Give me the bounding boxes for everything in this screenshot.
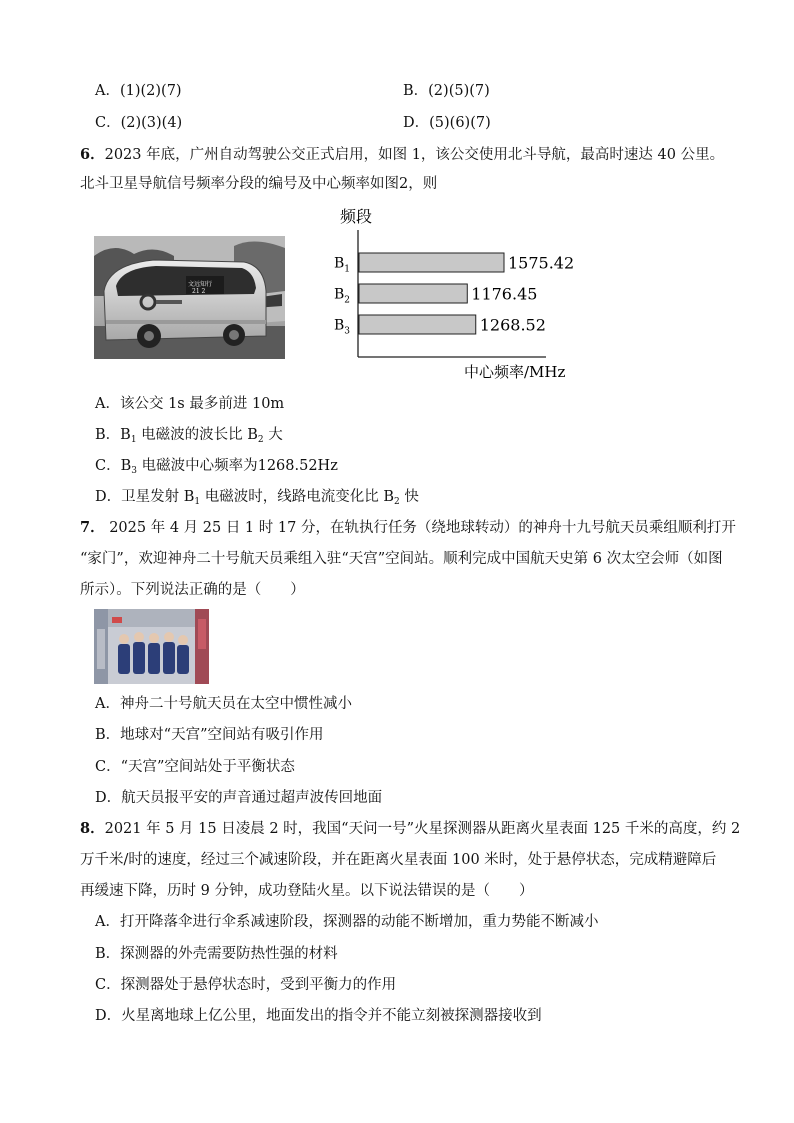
chart-category-label: $B_1$ <box>334 255 351 275</box>
chart-value-label: 1575.42 <box>508 253 575 273</box>
question-8-line-2: 万千米/时的速度，经过三个减速阶段，并在距离火星表面 100 米时，处于悬停状态，完成精避障后 <box>80 852 717 868</box>
question-7-option-a: A．神舟二十号航天员在太空中惯性减小 <box>95 696 352 712</box>
question-8-line-3: 再缓速下降，历时 9 分钟，成功登陆火星。以下说法错误的是（ ） <box>80 883 534 899</box>
chart-value-label: 1176.45 <box>471 284 538 304</box>
frequency-chart <box>330 205 600 385</box>
question-8-text-1: 2021 年 5 月 15 日凌晨 2 时，我国“天问一号”火星探测器从距离火星表面 125 千米的高度，约 2 <box>104 821 741 837</box>
question-6-line-1 <box>80 145 724 165</box>
question-6-option-a: A．该公交 1s 最多前进 10m <box>95 396 285 412</box>
prev-option-d: D．(5)(6)(7) <box>403 115 491 131</box>
chart-category-label: $B_2$ <box>334 286 351 306</box>
q6-d-text-1: D．卫星发射 B <box>95 489 195 505</box>
chart-bar-b1 <box>359 253 504 272</box>
question-7-number: 7． <box>80 519 105 536</box>
question-7-option-b: B．地球对“天宫”空间站有吸引作用 <box>95 727 324 743</box>
chart-y-axis-label: 频段 <box>340 207 373 226</box>
chart-x-axis-label: 中心频率/MHz <box>464 363 566 381</box>
question-8-option-c: C．探测器处于悬停状态时，受到平衡力的作用 <box>95 977 397 993</box>
q6-b-text-1: B．B <box>95 427 131 443</box>
q6-b-text-2: 电磁波的波长比 B <box>136 427 258 443</box>
question-7-line-2: “家门”，欢迎神舟二十号航天员乘组入驻“天宫”空间站。顺利完成中国航天史第 6 次太空会师（如图 <box>80 551 723 567</box>
chart-bar-b2 <box>359 284 467 303</box>
q6-b-sub-2: 2 <box>257 435 264 445</box>
question-8-number: 8． <box>80 820 105 837</box>
question-7-line-1 <box>80 518 736 538</box>
question-7-line-3: 所示）。下列说法正确的是（ ） <box>80 582 305 598</box>
q6-d-sub-1: 1 <box>194 497 201 507</box>
question-8-option-b: B．探测器的外壳需要防热性强的材料 <box>95 946 338 962</box>
q6-b-sub-1: 1 <box>130 435 137 445</box>
question-6-option-b <box>95 425 283 450</box>
question-6-option-d <box>95 487 419 512</box>
question-6-text-1: 2023 年底，广州自动驾驶公交正式启用，如图 1，该公交使用北斗导航，最高时速达 40 公里。 <box>104 147 725 163</box>
chart-bar-b3 <box>359 315 476 334</box>
q6-b-text-3: 大 <box>263 427 283 443</box>
chart-category-label: $B_3$ <box>334 317 351 337</box>
question-8-option-d: D．火星离地球上亿公里，地面发出的指令并不能立刻被探测器接收到 <box>95 1008 542 1024</box>
q6-c-text-2: 电磁波中心频率为1268.52Hz <box>136 458 338 474</box>
bus-sign-text-2: 21 2 <box>192 288 206 295</box>
question-7-option-d: D．航天员报平安的声音通过超声波传回地面 <box>95 790 383 806</box>
question-8-line-1 <box>80 819 740 839</box>
question-6-line-2: 北斗卫星导航信号频率分段的编号及中心频率如图2，则 <box>80 176 438 192</box>
question-7-text-1: 2025 年 4 月 25 日 1 时 17 分，在轨执行任务（绕地球转动）的神舟十九号航天员乘组顺利打开 <box>104 520 736 536</box>
bus-sign-text-1: 文远知行 <box>188 281 213 288</box>
prev-option-b: B．(2)(5)(7) <box>403 83 490 99</box>
frequency-chart-svg <box>330 205 600 385</box>
prev-option-a: A．(1)(2)(7) <box>95 83 182 99</box>
q6-c-sub: 3 <box>131 466 137 476</box>
q6-c-text-1: C．B <box>95 458 132 474</box>
q6-d-text-3: 快 <box>399 489 419 505</box>
question-7-option-c: C．“天宫”空间站处于平衡状态 <box>95 759 295 775</box>
question-6-number: 6． <box>80 146 105 163</box>
chart-value-label: 1268.52 <box>479 315 546 335</box>
question-8-option-a: A．打开降落伞进行伞系减速阶段，探测器的动能不断增加，重力势能不断减小 <box>95 914 599 930</box>
q6-d-sub-2: 2 <box>394 497 400 507</box>
q6-d-text-2: 电磁波时，线路电流变化比 B <box>200 489 394 505</box>
astronauts-photo <box>94 609 209 684</box>
bus-photo <box>94 236 285 359</box>
prev-option-c: C．(2)(3)(4) <box>95 115 183 131</box>
question-6-option-c <box>95 456 338 481</box>
